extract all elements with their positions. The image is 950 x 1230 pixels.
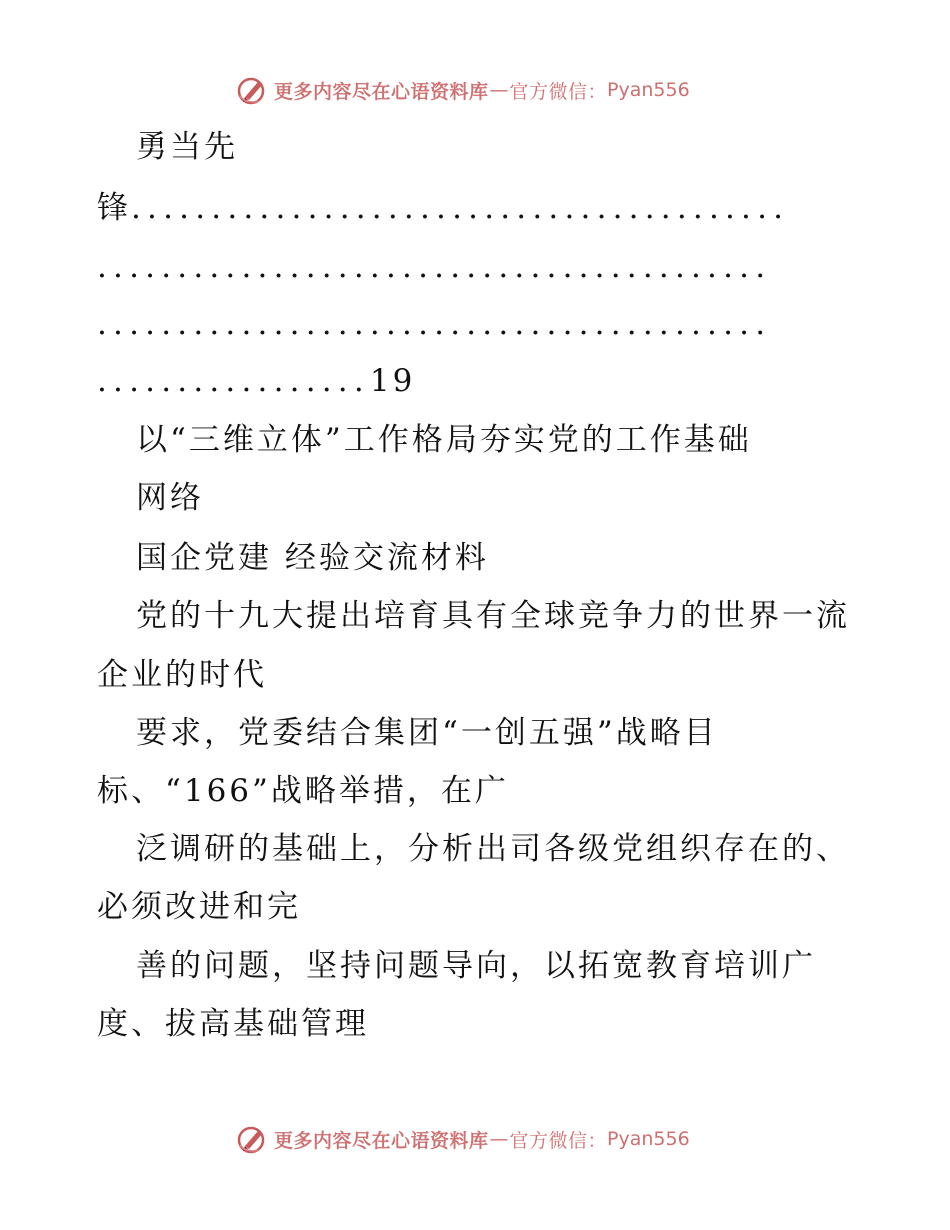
paragraph-line: 企业的时代: [97, 657, 267, 693]
toc-leader-dots-3: ..........................................: [97, 306, 772, 342]
toc-leader-dots-4: .................: [97, 363, 370, 399]
article-title-line1: 以“三维立体”工作格局夯实党的工作基础: [136, 422, 752, 458]
paragraph-line: 泛调研的基础上，分析出司各级党组织存在的、: [136, 831, 850, 867]
watermark-brand: 更多内容尽在心语资料库: [274, 80, 489, 103]
paragraph-line: 善的问题，坚持问题导向，以拓宽教育培训广: [136, 948, 816, 984]
header-watermark: [236, 73, 690, 107]
watermark-contact-label: 官方微信：: [509, 80, 608, 103]
paragraph-line: 要求，党委结合集团“一创五强”战略目: [136, 715, 718, 751]
paragraph-line: 标、“166”战略举措，在广: [97, 773, 509, 809]
toc-entry-last-line: [97, 362, 415, 400]
toc-leader-dots-1: .........................................: [131, 190, 790, 226]
toc-leader-dots-2: ..........................................: [97, 249, 772, 285]
paragraph-line: 党的十九大提出培育具有全球竞争力的世界一流: [136, 598, 850, 634]
paragraph-line: 必须改进和完: [97, 889, 301, 925]
watermark-contact-label: 官方微信：: [509, 1129, 608, 1152]
watermark-brand: 更多内容尽在心语资料库: [274, 1129, 489, 1152]
watermark-handle: Pyan556: [607, 1128, 690, 1150]
watermark-handle: Pyan556: [607, 79, 690, 101]
pen-logo-icon: [236, 74, 268, 106]
article-subtitle: 国企党建 经验交流材料: [136, 540, 489, 576]
article-title-line2: 网络: [136, 480, 204, 516]
watermark-separator: —: [489, 79, 509, 101]
paragraph-line: 度、拔高基础管理: [97, 1006, 369, 1042]
footer-watermark: [236, 1122, 690, 1156]
watermark-separator: —: [489, 1128, 509, 1150]
toc-entry-title-line2: [97, 189, 789, 227]
toc-entry-title-part2: 锋: [97, 190, 131, 226]
toc-entry-title-part1: 勇当先: [136, 129, 238, 165]
toc-page-number: 19: [369, 363, 416, 399]
pen-logo-icon: [236, 1123, 268, 1155]
